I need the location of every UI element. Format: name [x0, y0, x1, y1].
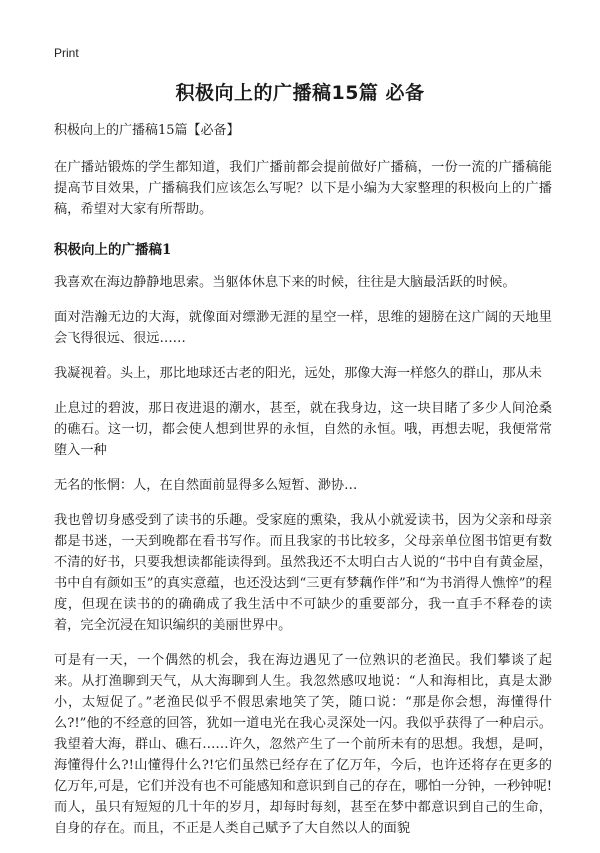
page-title: 积极向上的广播稿15篇 必备	[175, 82, 425, 104]
document-subtitle: 积极向上的广播稿15篇【必备】	[54, 123, 240, 138]
print-label: Print	[54, 46, 79, 60]
section-heading: 积极向上的广播稿1	[54, 242, 172, 258]
paragraph: 无名的怅惘：人，在自然面前显得多么短暂、渺协…	[54, 478, 358, 493]
paragraph: 我凝视着。头上，那比地球还古老的阳光，远处，那像大海一样悠久的群山，那从未	[54, 366, 542, 381]
paragraph: 可是有一天，一个偶然的机会，我在海边遇见了一位熟识的老渔民。我们攀谈了起来。从打渔聊到天气，从大海聊到人生。我忽然感叹地说：“人和海相比，真是太渺小，太短促了。”老渔民似乎不假思索地笑了笑，随口说：“那是你会想，海懂得什么?!”他的不经意的回答，犹如一道电光在我心灵深处一闪。我似乎获得了一种启示。我望着大海，群山、礁石……许久，忽然产生了一个前所未有的思想。我想，是呵，海懂得什么?!山懂得什么?!它们虽然已经存在了亿万年，今后，也许还将存在更多的亿万年,可是，它们并没有也不可能感知和意识到自己的存在，哪怕一分钟，一秒钟呢!而人，虽只有短短的几十年的岁月，却每时每刻，甚至在梦中都意识到自己的生命，自身的存在。而且，不正是人类自己赋予了大自然以人的面貌	[54, 653, 552, 836]
paragraph: 面对浩瀚无边的大海，就像面对缥渺无涯的星空一样，思维的翅膀在这广阔的天地里会飞得很远、很远……	[54, 310, 552, 346]
paragraph: 止息过的碧波，那日夜进退的潮水，甚至，就在我身边，这一块目睹了多少人间沧桑的礁石。这一切，都会使人想到世界的永恒，自然的永恒。哦，再想去呢，我便常常堕入一种	[54, 401, 552, 458]
document-body	[54, 120, 552, 853]
intro-paragraph: 在广播站锻炼的学生都知道，我们广播前都会提前做好广播稿，一份一流的广播稿能提高节目效果，广播稿我们应该怎么写呢？以下是小编为大家整理的积极向上的广播稿，希望对大家有所帮助。	[54, 160, 552, 217]
paragraph: 我喜欢在海边静静地思索。当躯体休息下来的时候，往往是大脑最活跃的时候。	[54, 275, 516, 290]
paragraph: 我也曾切身感受到了读书的乐趣。受家庭的熏染，我从小就爱读书，因为父亲和母亲都是书迷，一天到晚都在看书写作。而且我家的书比较多，父母亲单位图书馆更有数不清的好书，只要我想读都能读得到。虽然我还不太明白古人说的“书中自有黄金屋，书中自有颜如玉”的真实意蕴，也还没达到“三更有梦藕作伴”和“为书消得人憔悴”的程度，但现在读书的的确确成了我生活中不可缺少的重要部分，我一直手不释卷的读着，完全沉浸在知识编织的美丽世界中。	[54, 513, 552, 633]
